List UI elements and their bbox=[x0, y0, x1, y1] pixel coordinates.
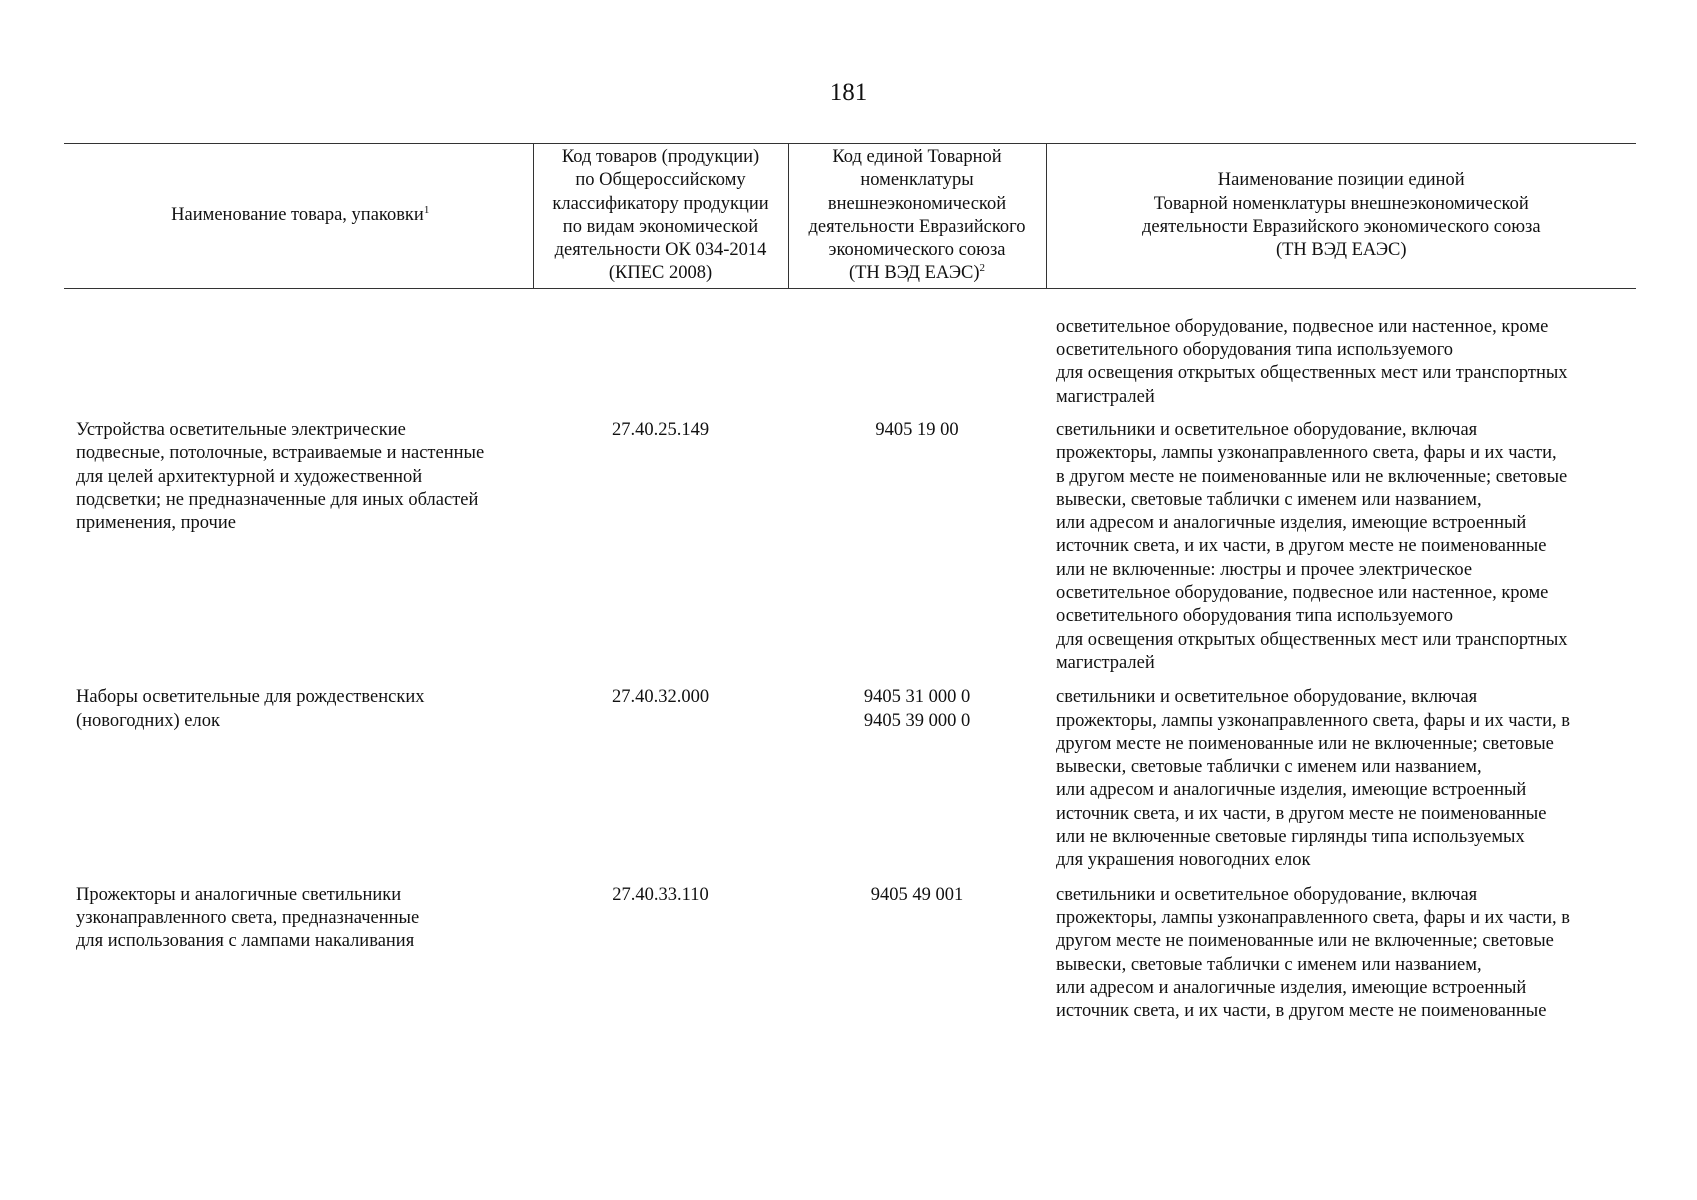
description-line: в другом месте не поименованные или не включенные; световые bbox=[1056, 466, 1568, 487]
header-okpd-line: Код товаров (продукции) bbox=[561, 147, 760, 167]
goods-name-line: Устройства осветительные электрические bbox=[76, 419, 406, 440]
header-tnved-line: деятельности Евразийского bbox=[808, 216, 1026, 237]
cell-description bbox=[1046, 419, 1636, 686]
description-line: другом месте не поименованные или не включенные; световые bbox=[1056, 931, 1554, 952]
cell-description bbox=[1046, 288, 1636, 419]
goods-name-line: (новогодних) елок bbox=[76, 710, 220, 731]
header-tnved-abbr: (ТН ВЭД ЕАЭС) bbox=[848, 263, 980, 284]
cell-goods-name bbox=[64, 686, 533, 883]
description-line: магистралей bbox=[1056, 652, 1155, 673]
description-line: магистралей bbox=[1056, 386, 1155, 407]
table-body bbox=[64, 288, 1636, 1034]
header-okpd-line: по видам экономической bbox=[562, 216, 759, 237]
continuation-row bbox=[64, 288, 1636, 419]
description-line: для украшения новогодних елок bbox=[1056, 850, 1311, 871]
description-line: светильники и осветительное оборудование, включая bbox=[1056, 884, 1478, 905]
footnote-marker-1: 1 bbox=[423, 204, 430, 217]
goods-name-line: подсветки; не предназначенные для иных областей bbox=[76, 489, 479, 510]
header-tnved-line-last bbox=[795, 262, 1040, 285]
header-tnved-line: номенклатуры bbox=[860, 170, 974, 191]
tnved-code-line: 9405 31 000 0 bbox=[863, 687, 971, 708]
header-okpd-line: (КПЕС 2008) bbox=[608, 263, 713, 284]
tnved-code-line: 9405 19 00 bbox=[875, 419, 959, 440]
cell-tnved-empty bbox=[788, 288, 1046, 419]
goods-name-line: Наборы осветительные для рождественских bbox=[76, 687, 425, 708]
goods-name-line: подвесные, потолочные, встраиваемые и настенные bbox=[76, 443, 485, 464]
header-goods-name bbox=[64, 144, 533, 289]
cell-description bbox=[1046, 884, 1636, 1035]
description-line: светильники и осветительное оборудование, включая bbox=[1056, 419, 1478, 440]
footnote-marker-2: 2 bbox=[979, 262, 986, 275]
page-number: 181 bbox=[829, 79, 868, 106]
description-line: вывески, световые таблички с именем или названием, bbox=[1056, 954, 1482, 975]
description-line: источник света, и их части, в другом месте не поименованные bbox=[1056, 1001, 1547, 1022]
header-goods-name-text: Наименование товара, упаковки bbox=[171, 205, 424, 226]
description-line: или адресом и аналогичные изделия, имеющие встроенный bbox=[1056, 513, 1527, 534]
description-line: осветительного оборудования типа используемого bbox=[1056, 340, 1454, 361]
description-line: другом месте не поименованные или не включенные; световые bbox=[1056, 733, 1554, 754]
goods-name-line: применения, прочие bbox=[76, 513, 236, 534]
description-line: источник света, и их части, в другом месте не поименованные bbox=[1056, 803, 1547, 824]
table-row bbox=[64, 419, 1636, 686]
cell-name-empty bbox=[64, 288, 533, 419]
cell-tnved-code bbox=[788, 884, 1046, 1035]
header-okpd-line: классификатору продукции bbox=[552, 193, 769, 214]
header-row bbox=[64, 144, 1636, 289]
header-position-line: Товарной номенклатуры внешнеэкономической bbox=[1153, 193, 1529, 214]
description-line: прожекторы, лампы узконаправленного света, фары и их части, в bbox=[1056, 710, 1570, 731]
description-line: осветительное оборудование, подвесное или настенное, кроме bbox=[1056, 316, 1549, 337]
cell-okpd-code: 27.40.32.000 bbox=[611, 687, 710, 708]
description-line: осветительного оборудования типа используемого bbox=[1056, 606, 1454, 627]
cell-okpd-code: 27.40.33.110 bbox=[612, 884, 709, 905]
tnved-code-line: 9405 49 001 bbox=[870, 884, 964, 905]
cell-description bbox=[1046, 686, 1636, 883]
description-line: светильники и осветительное оборудование, включая bbox=[1056, 687, 1478, 708]
header-tnved-line: внешнеэкономической bbox=[827, 193, 1007, 214]
description-line: прожекторы, лампы узконаправленного света, фары и их части, bbox=[1056, 443, 1557, 464]
header-okpd-code bbox=[533, 144, 788, 289]
description-line: или адресом и аналогичные изделия, имеющие встроенный bbox=[1056, 780, 1527, 801]
header-okpd-line: деятельности ОК 034-2014 bbox=[554, 240, 767, 261]
header-position-line: деятельности Евразийского экономического союза bbox=[1141, 216, 1541, 237]
cell-tnved-code bbox=[788, 419, 1046, 686]
description-line: или не включенные: люстры и прочее электрическое bbox=[1056, 559, 1473, 580]
header-tnved-line: экономического союза bbox=[828, 240, 1006, 261]
cell-okpd-empty bbox=[533, 288, 788, 419]
header-tnved-line: Код единой Товарной bbox=[832, 147, 1002, 167]
description-line: осветительное оборудование, подвесное или настенное, кроме bbox=[1056, 583, 1549, 604]
header-position-line: Наименование позиции единой bbox=[1217, 170, 1465, 191]
cell-goods-name bbox=[64, 884, 533, 1035]
description-line: или не включенные световые гирлянды типа используемых bbox=[1056, 827, 1525, 848]
table-row bbox=[64, 686, 1636, 883]
goods-name-line: узконаправленного света, предназначенные bbox=[76, 907, 420, 928]
goods-name-line: Прожекторы и аналогичные светильники bbox=[76, 884, 402, 905]
description-line: вывески, световые таблички с именем или названием, bbox=[1056, 757, 1482, 778]
table-header bbox=[64, 144, 1636, 289]
description-line: или адресом и аналогичные изделия, имеющие встроенный bbox=[1056, 977, 1527, 998]
cell-okpd-code: 27.40.25.149 bbox=[611, 419, 710, 440]
goods-name-line: для целей архитектурной и художественной bbox=[76, 466, 423, 487]
table-row bbox=[64, 884, 1636, 1035]
cell-tnved-code bbox=[788, 686, 1046, 883]
header-position-line: (ТН ВЭД ЕАЭС) bbox=[1275, 240, 1407, 261]
header-okpd-line: по Общероссийскому bbox=[575, 170, 746, 191]
description-line: источник света, и их части, в другом месте не поименованные bbox=[1056, 536, 1547, 557]
description-line: для освещения открытых общественных мест или транспортных bbox=[1056, 629, 1568, 650]
goods-table bbox=[64, 143, 1636, 1034]
goods-name-line: для использования с лампами накаливания bbox=[76, 931, 415, 952]
tnved-code-line: 9405 39 000 0 bbox=[863, 710, 971, 731]
description-line: вывески, световые таблички с именем или названием, bbox=[1056, 489, 1482, 510]
header-position-name bbox=[1046, 144, 1636, 289]
description-line: прожекторы, лампы узконаправленного света, фары и их части, в bbox=[1056, 907, 1570, 928]
cell-goods-name bbox=[64, 419, 533, 686]
description-line: для освещения открытых общественных мест или транспортных bbox=[1056, 363, 1568, 384]
header-tnved-code bbox=[788, 144, 1046, 289]
